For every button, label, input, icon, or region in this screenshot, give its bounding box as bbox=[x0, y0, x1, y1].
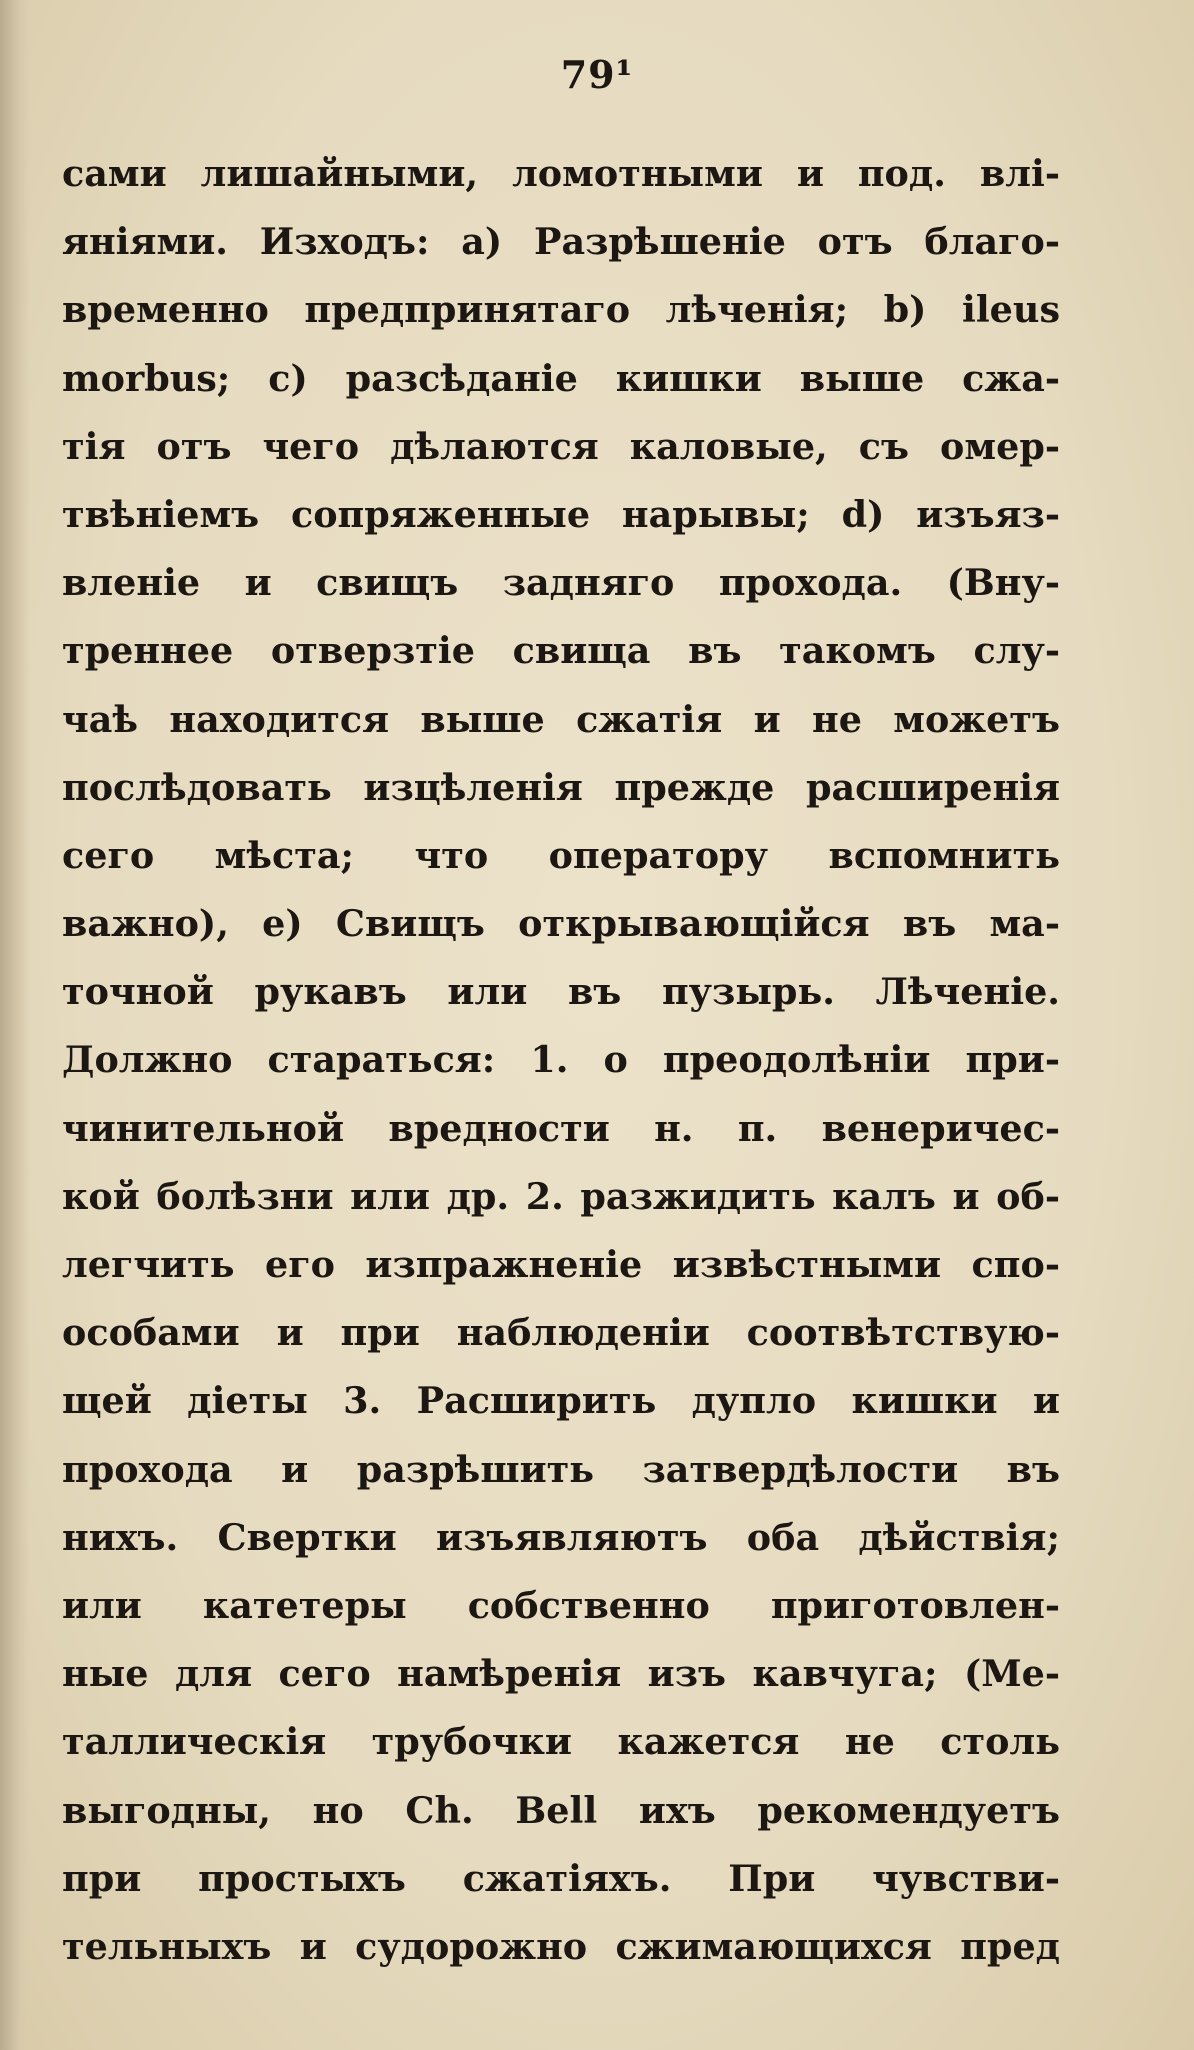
text-line: сего мѣста; что оператору вспомнить bbox=[62, 833, 1060, 877]
text-line: вленіе и свищъ задняго прохода. (Вну- bbox=[62, 561, 1060, 605]
text-line: особами и при наблюденіи соотвѣтствую- bbox=[62, 1311, 1060, 1355]
text-line: при простыхъ сжатіяхъ. При чувстви- bbox=[62, 1856, 1060, 1900]
text-line: тія отъ чего дѣлаются каловые, съ омер- bbox=[62, 424, 1060, 468]
page-edge-shadow bbox=[0, 0, 30, 2050]
text-line: твѣніемъ сопряженные нарывы; d) изъяз- bbox=[62, 492, 1060, 536]
text-line: нихъ. Свертки изъявляютъ оба дѣйствія; bbox=[62, 1515, 1060, 1559]
text-line: таллическія трубочки кажется не столь bbox=[62, 1720, 1060, 1764]
text-line: важно), е) Свищъ открывающійся въ ма- bbox=[62, 902, 1060, 946]
text-line: треннее отверзтіе свища въ такомъ слу- bbox=[62, 629, 1060, 673]
text-line: сами лишайными, ломотными и под. влі- bbox=[62, 152, 1060, 195]
page-number: 79¹ bbox=[560, 52, 634, 97]
text-line: или катетеры собственно приготовлен- bbox=[62, 1583, 1060, 1627]
text-line: Должно стараться: 1. о преодолѣніи при- bbox=[62, 1038, 1060, 1082]
text-line: чинительной вредности н. п. венеричес- bbox=[62, 1106, 1060, 1150]
text-line: временно предпринятаго лѣченія; b) ileus bbox=[62, 288, 1060, 332]
body-text bbox=[62, 140, 1060, 1981]
text-line: выгодны, но Ch. Bell ихъ рекомендуетъ bbox=[62, 1788, 1060, 1832]
text-line: легчить его изпражненіе извѣстными спо- bbox=[62, 1243, 1060, 1286]
text-line: кой болѣзни или др. 2. разжидить калъ и об- bbox=[62, 1174, 1060, 1218]
text-line: послѣдовать изцѣленія прежде расширенія bbox=[62, 765, 1060, 809]
text-line: точной рукавъ или въ пузырь. Лѣченіе. bbox=[62, 970, 1060, 1014]
text-line: morbus; с) разсѣданіе кишки выше сжа- bbox=[62, 356, 1060, 400]
text-line: яніями. Изходъ: а) Разрѣшеніе отъ благо- bbox=[62, 220, 1060, 264]
text-line: прохода и разрѣшить затвердѣлости въ bbox=[62, 1447, 1060, 1491]
text-line: ные для сего намѣренія изъ кавчуга; (Ме- bbox=[62, 1652, 1060, 1696]
text-line: чаѣ находится выше сжатія и не можетъ bbox=[62, 697, 1060, 741]
text-line: тельныхъ и судорожно сжимающихся пред bbox=[62, 1924, 1060, 1968]
text-line: щей діеты 3. Расширить дупло кишки и bbox=[62, 1379, 1060, 1423]
